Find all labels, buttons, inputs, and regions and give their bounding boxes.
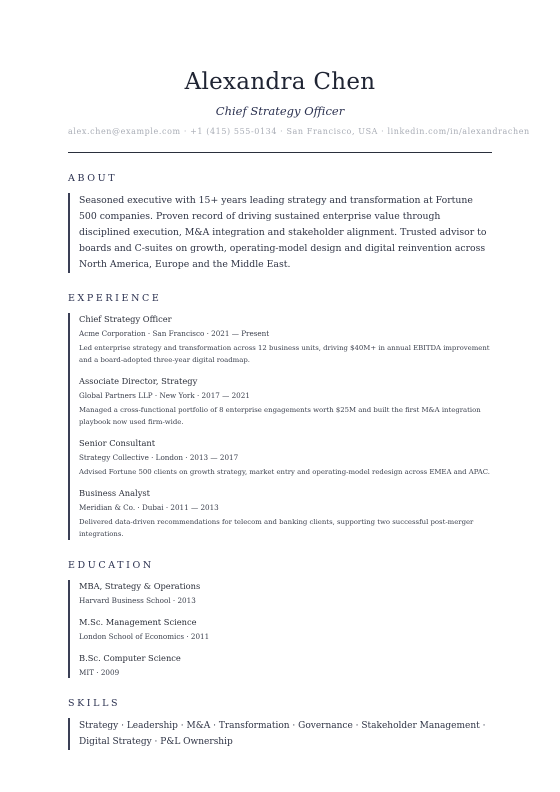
education-entry — [79, 652, 492, 678]
education-entry — [79, 580, 492, 606]
experience-description: Delivered data-driven recommendations for telecom and banking clients, supporting two successful post-merger integrations. — [79, 518, 474, 538]
education-degree: MBA, Strategy & Operations — [79, 581, 201, 591]
experience-role: Senior Consultant — [79, 438, 156, 448]
experience-section — [68, 313, 492, 540]
skills-text: Strategy · Leadership · M&A · Transformation · Governance · Stakeholder Management · Digital Strategy · P&L Ownership — [79, 721, 486, 747]
experience-role: Business Analyst — [79, 488, 150, 498]
experience-description: Led enterprise strategy and transformation across 12 business units, driving $40M+ in annual EBITDA improvement and a board-adopted three-year digital roadmap. — [79, 344, 490, 364]
experience-meta: Meridian & Co. · Dubai · 2011 — 2013 — [79, 503, 219, 512]
education-degree: B.Sc. Computer Science — [79, 653, 181, 663]
skills-heading: SKILLS — [68, 698, 121, 709]
skills-section — [68, 718, 492, 750]
contact-line: alex.chen@example.com · +1 (415) 555-0134 · San Francisco, USA · linkedin.com/in/alexandrachen — [68, 127, 530, 136]
candidate-title: Chief Strategy Officer — [215, 104, 345, 118]
experience-meta: Strategy Collective · London · 2013 — 2017 — [79, 453, 239, 462]
education-degree: M.Sc. Management Science — [79, 617, 197, 627]
education-section — [68, 580, 492, 678]
candidate-name: Alexandra Chen — [184, 69, 376, 95]
experience-entry — [79, 487, 492, 540]
experience-entry — [79, 313, 492, 366]
education-heading: EDUCATION — [68, 560, 154, 571]
experience-entry — [79, 437, 492, 478]
experience-heading: EXPERIENCE — [68, 293, 162, 304]
header-divider — [68, 152, 492, 153]
education-meta: MIT · 2009 — [79, 668, 120, 677]
education-entry — [79, 616, 492, 642]
experience-description: Managed a cross-functional portfolio of 8 enterprise engagements worth $25M and built the first M&A integration playbook now used firm-wide. — [79, 406, 481, 426]
experience-description: Advised Fortune 500 clients on growth strategy, market entry and operating-model redesign across EMEA and APAC. — [79, 468, 490, 476]
experience-role: Chief Strategy Officer — [79, 314, 172, 324]
experience-role: Associate Director, Strategy — [79, 376, 198, 386]
education-meta: London School of Economics · 2011 — [79, 632, 210, 641]
experience-entry — [79, 375, 492, 428]
experience-meta: Acme Corporation · San Francisco · 2021 — Present — [79, 329, 270, 338]
education-meta: Harvard Business School · 2013 — [79, 596, 196, 605]
about-heading: ABOUT — [68, 173, 118, 184]
experience-meta: Global Partners LLP · New York · 2017 — 2021 — [79, 391, 250, 400]
about-section — [68, 193, 492, 273]
about-text: Seasoned executive with 15+ years leading strategy and transformation at Fortune 500 companies. Proven record of driving sustained enterprise value through disciplined execution, M&A integration and stakeholder alignment. Trusted advisor to boards and C-suites on growth, operating-model design and digital reinvention across North America, Europe and the Middle East. — [79, 195, 487, 270]
